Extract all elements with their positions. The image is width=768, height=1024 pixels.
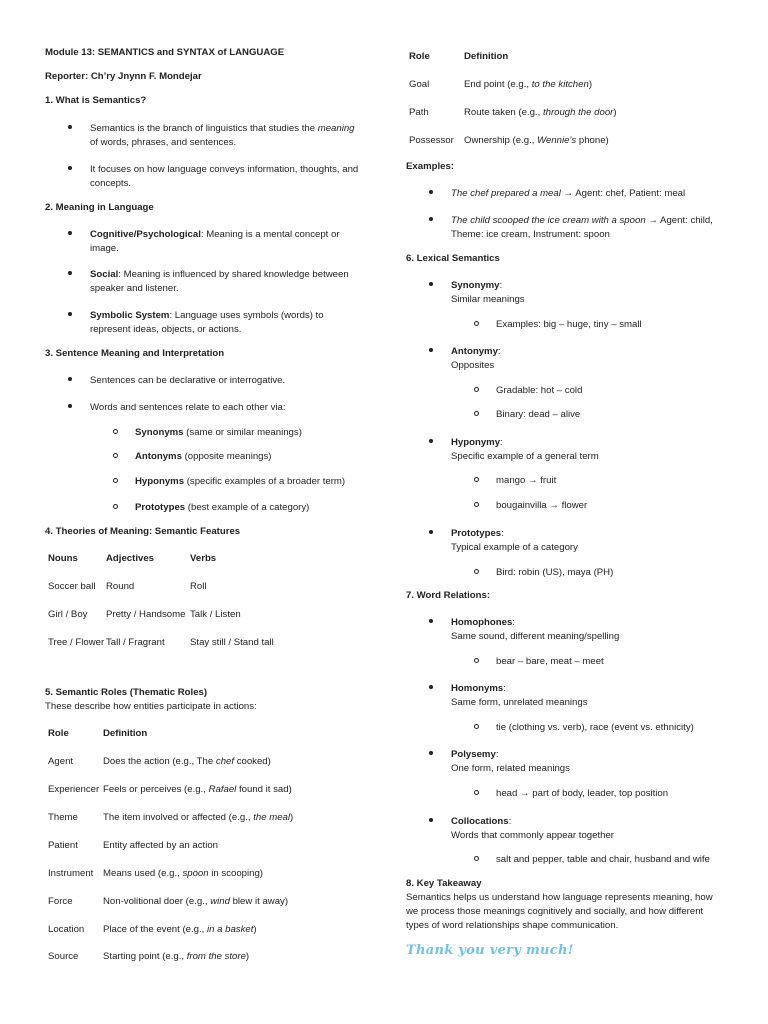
sub-bullet-icon: [474, 724, 479, 729]
role-cell: Experiencer: [48, 784, 100, 795]
role-cell: Location: [48, 924, 85, 935]
sub-bullet-icon: [474, 411, 479, 416]
table-cell: Talk / Listen: [190, 609, 241, 620]
role-cell: Instrument: [48, 868, 94, 879]
module-title: Module 13: SEMANTICS and SYNTAX of LANGUAGE: [45, 47, 285, 58]
reporter-line: Reporter: Ch’ry Jnynn F. Mondejar: [45, 71, 202, 82]
sub-bullet-icon: [474, 387, 479, 392]
sub-item: Bird: robin (US), maya (PH): [496, 567, 614, 578]
example-2-line-1: The child scooped the ice cream with a spoon → Agent: child,: [451, 215, 713, 226]
term-homonyms: Homonyms:: [451, 683, 506, 694]
s2-bullet-3-line-2: represent ideas, objects, or actions.: [90, 324, 242, 335]
sub-item: tie (clothing vs. verb), race (event vs. ethnicity): [496, 722, 694, 733]
bullet-icon: [429, 619, 433, 623]
sub-bullet-icon: [113, 504, 118, 509]
section-2-heading: 2. Meaning in Language: [45, 202, 154, 213]
section-6-heading: 6. Lexical Semantics: [406, 253, 500, 264]
definition-cell: Means used (e.g., spoon in scooping): [103, 868, 264, 879]
table-header-cell: Adjectives: [106, 553, 154, 564]
term-homophones: Homophones:: [451, 617, 515, 628]
section-7-heading: 7. Word Relations:: [406, 590, 491, 601]
sub-bullet-icon: [474, 658, 479, 663]
table-header-cell: Verbs: [190, 553, 217, 564]
term-prototypes: Prototypes:: [451, 528, 504, 539]
table-cell: Stay still / Stand tall: [190, 637, 274, 648]
sub-bullet-icon: [474, 790, 479, 795]
bullet-icon: [68, 166, 72, 170]
role-cell: Theme: [48, 812, 78, 823]
table-header-cell: Role: [409, 51, 430, 62]
section-5-heading: 5. Semantic Roles (Thematic Roles): [45, 687, 208, 698]
sub-item: head → part of body, leader, top position: [496, 788, 669, 799]
sub-item: bear – bare, meat – meet: [496, 656, 604, 667]
definition-cell: The item involved or affected (e.g., the meal): [103, 812, 294, 823]
term-description: Words that commonly appear together: [451, 830, 614, 841]
bullet-icon: [68, 231, 72, 235]
sub-bullet-icon: [474, 856, 479, 861]
bullet-icon: [68, 271, 72, 275]
sub-item: Examples: big – huge, tiny – small: [496, 319, 642, 330]
term-description: Opposites: [451, 360, 495, 371]
section-3-heading: 3. Sentence Meaning and Interpretation: [45, 348, 225, 359]
role-cell: Patient: [48, 840, 78, 851]
term-description: Same sound, different meaning/spelling: [451, 631, 620, 642]
table-header-cell: Role: [48, 728, 69, 739]
role-cell: Agent: [48, 756, 74, 767]
term-description: Same form, unrelated meanings: [451, 697, 588, 708]
example-1: The chef prepared a meal → Agent: chef, Patient: meal: [451, 188, 686, 199]
s1-bullet-2-line-2: concepts.: [90, 178, 132, 189]
s2-bullet-1-line-2: image.: [90, 243, 119, 254]
bullet-icon: [429, 818, 433, 822]
definition-cell: Starting point (e.g., from the store): [103, 951, 250, 962]
s3-sub-hyponyms: Hyponyms (specific examples of a broader term): [135, 476, 346, 487]
s3-bullet-1: Sentences can be declarative or interrogative.: [90, 375, 286, 386]
sub-item: mango → fruit: [496, 475, 557, 486]
term-hyponymy: Hyponymy:: [451, 437, 503, 448]
table-cell: Pretty / Handsome: [106, 609, 186, 620]
term-description: Similar meanings: [451, 294, 525, 305]
s1-bullet-2-line-1: It focuses on how language conveys information, thoughts, and: [90, 164, 359, 175]
role-cell: Source: [48, 951, 79, 962]
takeaway-line-2: we process those meanings cognitively and socially, and how different: [406, 906, 704, 917]
section-4-heading: 4. Theories of Meaning: Semantic Features: [45, 526, 241, 537]
bullet-icon: [429, 751, 433, 755]
definition-cell: Non-volitional doer (e.g., wind blew it away): [103, 896, 289, 907]
definition-cell: Route taken (e.g., through the door): [464, 107, 617, 118]
table-cell: Tall / Fragrant: [106, 637, 165, 648]
sub-item: bougainvilla → flower: [496, 500, 588, 511]
takeaway-line-3: types of word relationships shape communication.: [406, 920, 619, 931]
s3-bullet-2: Words and sentences relate to each other via:: [90, 402, 286, 413]
example-2-line-2: Theme: ice cream, Instrument: spoon: [451, 229, 610, 240]
bullet-icon: [429, 685, 433, 689]
s2-bullet-2-line-1: Social: Meaning is influenced by shared knowledge between: [90, 269, 349, 280]
sub-item: salt and pepper, table and chair, husband and wife: [496, 854, 710, 865]
s2-bullet-2-line-2: speaker and listener.: [90, 283, 179, 294]
role-cell: Goal: [409, 79, 430, 90]
s3-sub-antonyms: Antonyms (opposite meanings): [135, 451, 272, 462]
takeaway-line-1: Semantics helps us understand how language represents meaning, how: [406, 892, 713, 903]
bullet-icon: [68, 125, 72, 129]
table-cell: Round: [106, 581, 135, 592]
bullet-icon: [429, 282, 433, 286]
sub-bullet-icon: [113, 453, 118, 458]
sub-bullet-icon: [113, 478, 118, 483]
section-1-heading: 1. What is Semantics?: [45, 95, 147, 106]
definition-cell: End point (e.g., to the kitchen): [464, 79, 593, 90]
sub-item: Binary: dead – alive: [496, 409, 581, 420]
term-description: Typical example of a category: [451, 542, 578, 553]
bullet-icon: [429, 190, 433, 194]
table-cell: Soccer ball: [48, 581, 96, 592]
s2-bullet-3-line-1: Symbolic System: Language uses symbols (words) to: [90, 310, 324, 321]
definition-cell: Entity affected by an action: [103, 840, 219, 851]
thank-you-note: Thank you very much!: [406, 943, 574, 958]
table-cell: Tree / Flower: [48, 637, 105, 648]
term-synonymy: Synonymy:: [451, 280, 503, 291]
bullet-icon: [429, 217, 433, 221]
role-cell: Force: [48, 896, 73, 907]
sub-bullet-icon: [474, 477, 479, 482]
s3-sub-synonyms: Synonyms (same or similar meanings): [135, 427, 302, 438]
definition-cell: Does the action (e.g., The chef cooked): [103, 756, 271, 767]
bullet-icon: [68, 404, 72, 408]
sub-item: Gradable: hot – cold: [496, 385, 583, 396]
table-header-cell: Nouns: [48, 553, 78, 564]
term-description: One form, related meanings: [451, 763, 570, 774]
section-8-heading: 8. Key Takeaway: [406, 878, 482, 889]
sub-bullet-icon: [474, 569, 479, 574]
table-cell: Girl / Boy: [48, 609, 88, 620]
bullet-icon: [429, 348, 433, 352]
section-5-intro: These describe how entities participate in actions:: [45, 701, 257, 712]
s3-sub-prototypes: Prototypes (best example of a category): [135, 502, 310, 513]
bullet-icon: [68, 312, 72, 316]
term-polysemy: Polysemy:: [451, 749, 499, 760]
term-description: Specific example of a general term: [451, 451, 599, 462]
term-collocations: Collocations:: [451, 816, 512, 827]
role-cell: Path: [409, 107, 429, 118]
sub-bullet-icon: [113, 429, 118, 434]
s2-bullet-1-line-1: Cognitive/Psychological: Meaning is a mental concept or: [90, 229, 340, 240]
definition-cell: Ownership (e.g., Wennie’s phone): [464, 135, 609, 146]
s1-bullet-1-line-2: of words, phrases, and sentences.: [90, 137, 237, 148]
sub-bullet-icon: [474, 321, 479, 326]
definition-cell: Place of the event (e.g., in a basket): [103, 924, 257, 935]
sub-bullet-icon: [474, 502, 479, 507]
definition-cell: Feels or perceives (e.g., Rafael found it sad): [103, 784, 292, 795]
term-antonymy: Antonymy:: [451, 346, 501, 357]
role-cell: Possessor: [409, 135, 454, 146]
bullet-icon: [429, 530, 433, 534]
bullet-icon: [429, 439, 433, 443]
table-header-cell: Definition: [103, 728, 148, 739]
table-header-cell: Definition: [464, 51, 509, 62]
examples-heading: Examples:: [406, 161, 454, 172]
table-cell: Roll: [190, 581, 207, 592]
bullet-icon: [68, 377, 72, 381]
s1-bullet-1-line-1: Semantics is the branch of linguistics that studies the meaning: [90, 123, 355, 134]
